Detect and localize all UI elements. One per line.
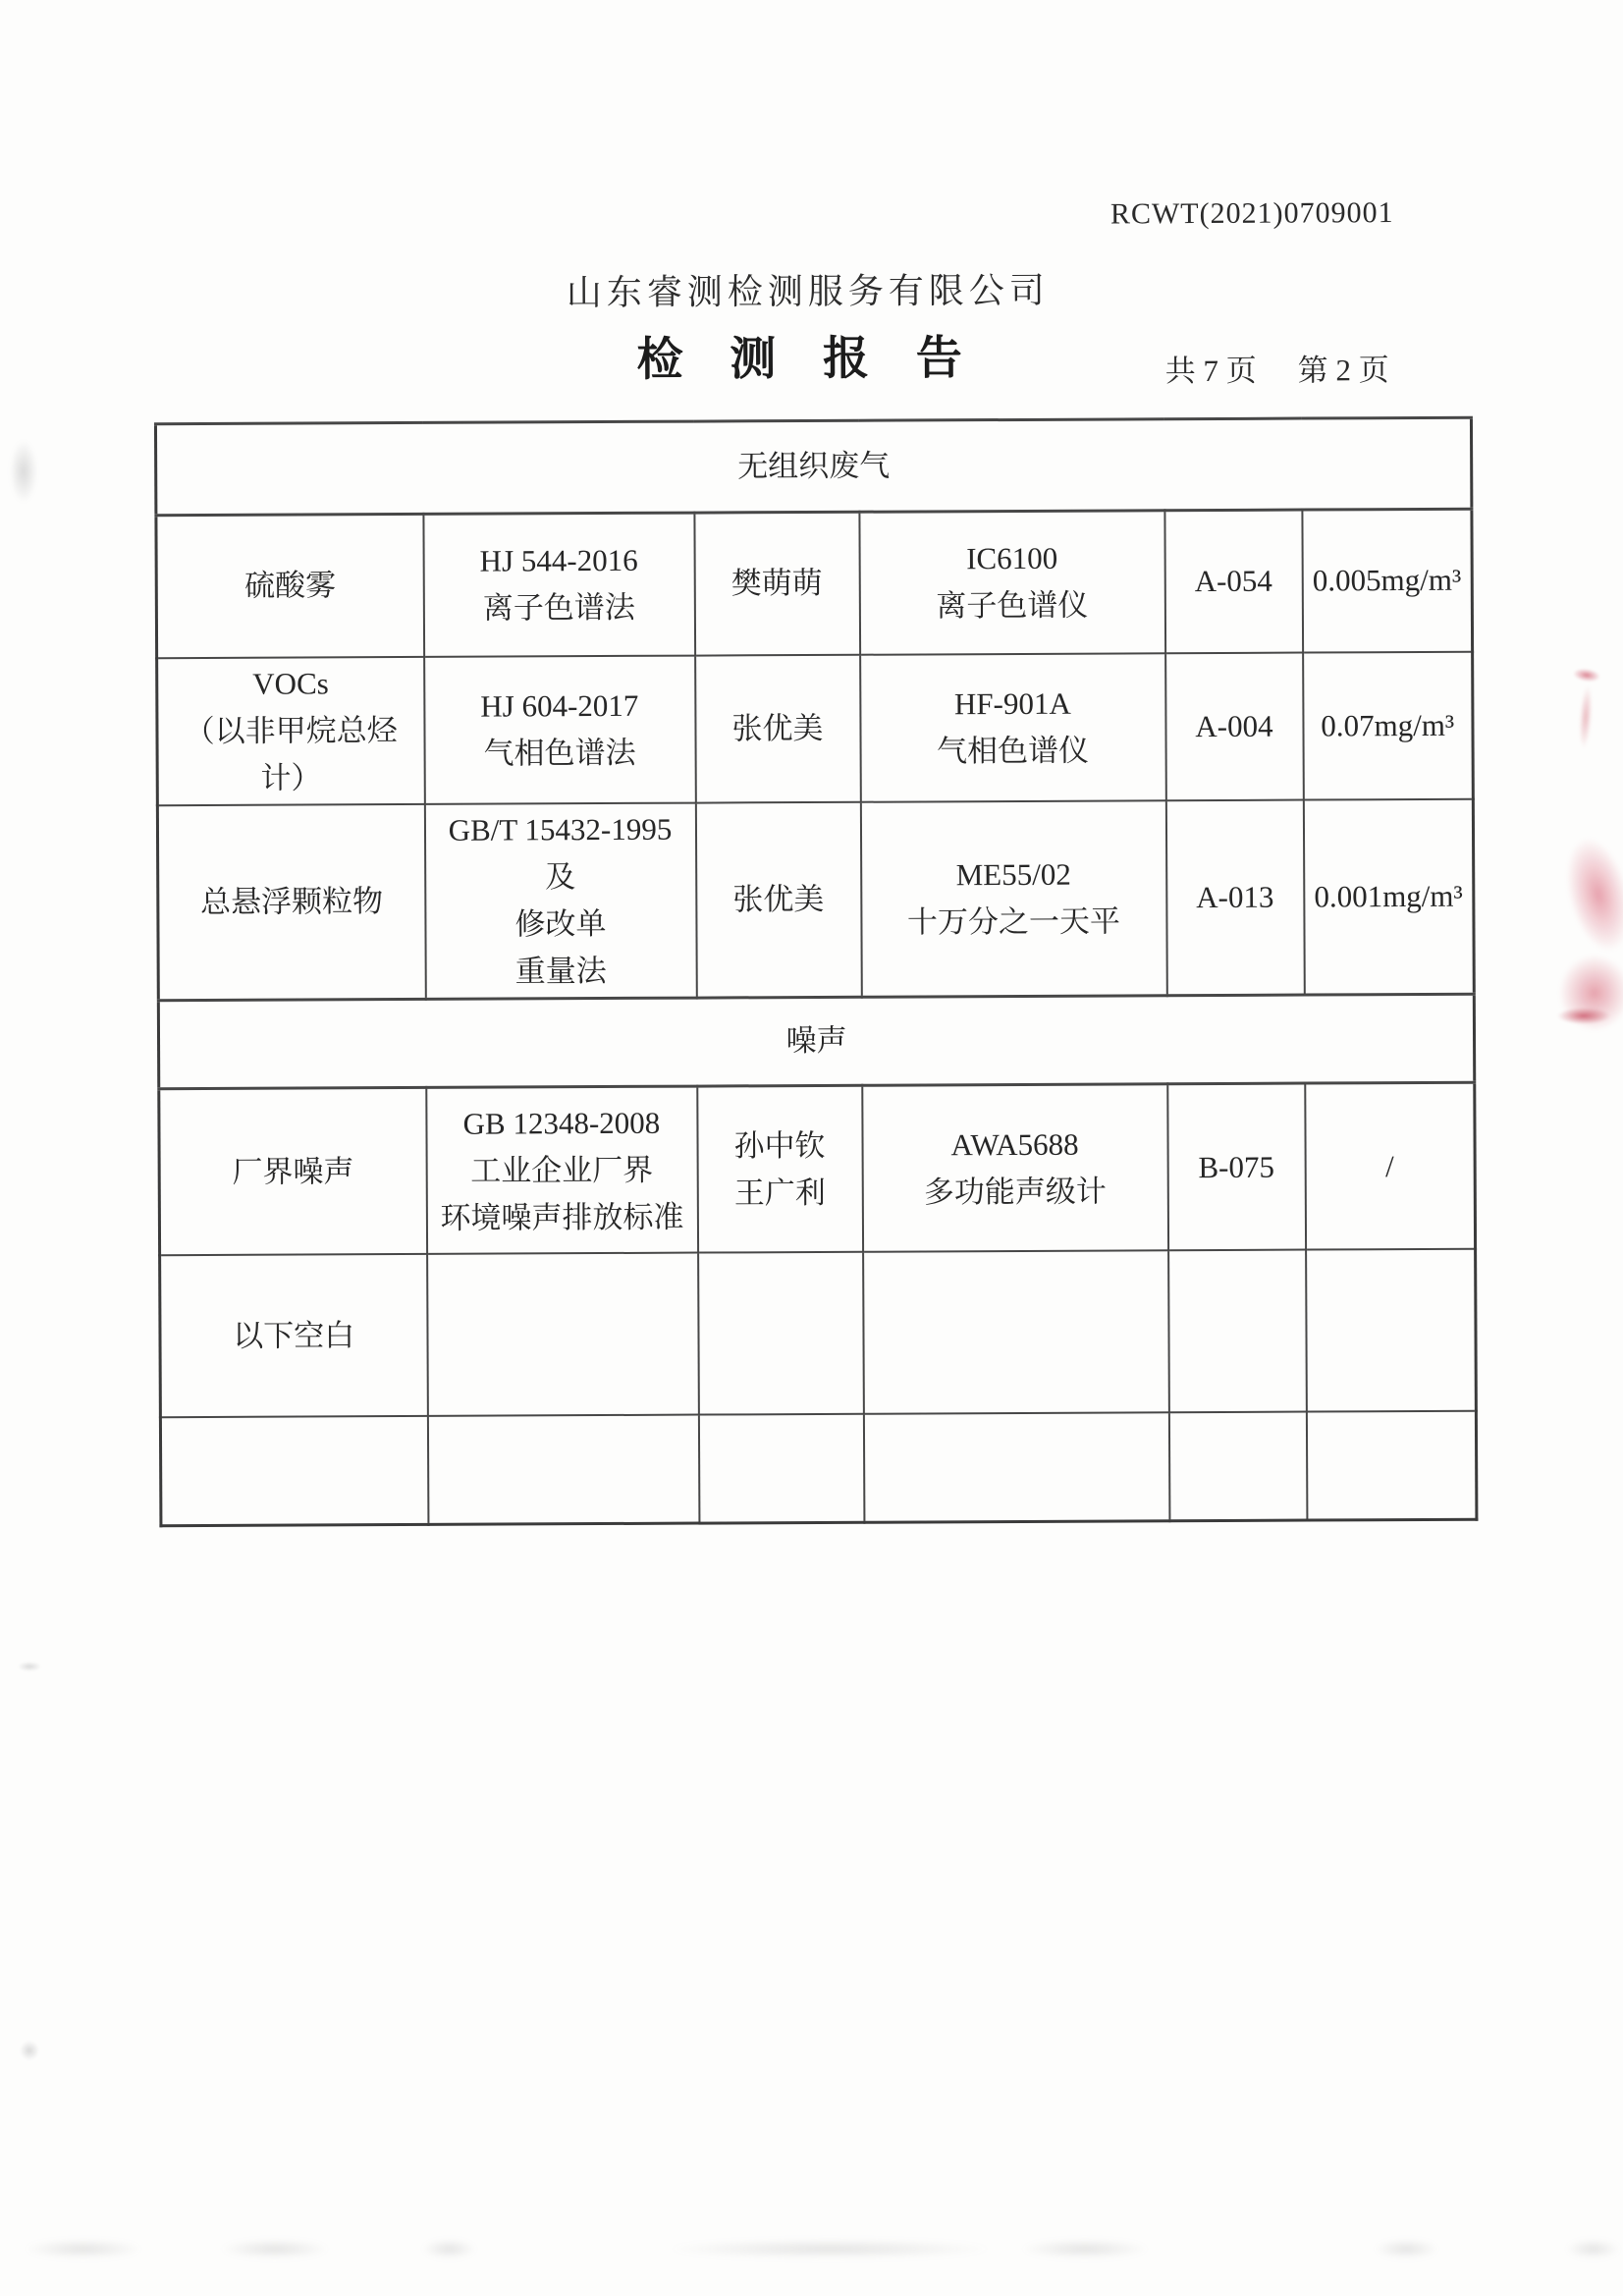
cell-method: GB/T 15432-1995 及 修改单 重量法 [424,802,696,999]
cell-analyst: 张优美 [695,654,861,802]
cell-item: 厂界噪声 [159,1087,427,1255]
cell-method [427,1253,699,1416]
table-row-blank-below [160,1249,1477,1418]
page-info [1165,345,1389,390]
cell-instrument [863,1413,1169,1523]
cell-instrument-no: A-054 [1164,510,1303,653]
cell-item: 以下空白 [160,1254,428,1417]
section-label-fugitive-gas: 无组织废气 [155,417,1471,516]
cell-instrument: HF-901A 气相色谱仪 [860,653,1166,802]
section-row-fugitive-gas [155,417,1471,516]
cell-detection-limit: / [1305,1082,1476,1250]
report-title: 检 测 报 告 [636,333,980,386]
cell-instrument-no: B-075 [1167,1083,1306,1251]
cell-analyst [698,1252,864,1415]
cell-item: 硫酸雾 [156,514,424,657]
page-total: 共 7 页 [1164,353,1257,389]
table-row-empty [160,1411,1477,1526]
cell-instrument: ME55/02 十万分之一天平 [860,800,1166,997]
company-name: 山东睿测检测服务有限公司 [566,270,1050,313]
cell-analyst: 孙中钦 王广利 [697,1085,863,1253]
cell-instrument [863,1251,1169,1415]
cell-method: HJ 544-2016 离子色谱法 [423,513,695,656]
cell-method: HJ 604-2017 气相色谱法 [424,655,696,803]
cell-instrument: IC6100 离子色谱仪 [859,511,1165,655]
cell-analyst: 张优美 [695,801,861,998]
table-row-tsp [157,798,1474,1000]
cell-method: GB 12348-2008 工业企业厂界 环境噪声排放标准 [426,1086,698,1254]
cell-detection-limit [1306,1411,1477,1520]
cell-detection-limit: 0.005mg/m³ [1302,509,1473,652]
cell-instrument-no: A-004 [1165,652,1304,800]
cell-instrument-no [1168,1412,1307,1521]
cell-analyst: 樊萌萌 [694,512,860,655]
report-number: RCWT(2021)0709001 [1109,196,1394,231]
cell-detection-limit [1306,1249,1477,1412]
section-row-noise [158,994,1474,1089]
table-row-boundary-noise [159,1082,1476,1256]
cell-item [160,1416,428,1525]
section-label-noise: 噪声 [158,994,1474,1089]
cell-detection-limit: 0.001mg/m³ [1303,798,1474,995]
table-row-sulfuric-acid-mist [156,509,1473,658]
test-results-table [154,416,1479,1527]
cell-instrument-no: A-013 [1165,799,1304,995]
cell-instrument: AWA5688 多功能声级计 [862,1084,1168,1253]
cell-detection-limit: 0.07mg/m³ [1303,651,1474,799]
cell-method [427,1415,699,1524]
cell-analyst [698,1414,864,1523]
table-row-vocs [157,651,1474,805]
page-current: 第 2 页 [1297,353,1389,388]
cell-item: VOCs （以非甲烷总烃计） [157,656,425,804]
cell-instrument-no [1168,1250,1307,1413]
cell-item: 总悬浮颗粒物 [157,804,425,1001]
